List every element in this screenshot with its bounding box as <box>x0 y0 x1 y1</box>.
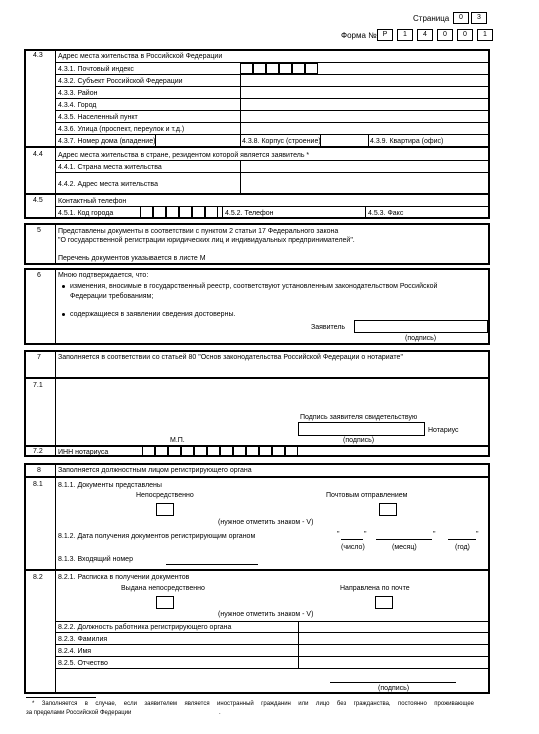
receipt-label: 8.2.1. Расписка в получении документов <box>58 574 190 581</box>
receipt-date-label: 8.1.2. Дата получения документов регистрирующим органом <box>58 533 256 540</box>
street-label: 4.3.6. Улица (проспект, переулок и т.д.) <box>58 126 185 133</box>
region-label: 4.3.2. Субъект Российской Федерации <box>58 78 183 85</box>
applicant-signature-field[interactable] <box>354 320 488 333</box>
officer-position-label: 8.2.2. Должность работника регистрирующего органа <box>58 624 232 631</box>
sent-checkbox[interactable] <box>375 596 393 609</box>
page-digit: 3 <box>471 12 487 24</box>
year-caption: (год) <box>455 544 470 551</box>
officer-name-label: 8.2.4. Имя <box>58 648 92 655</box>
officer-name-field[interactable] <box>299 645 489 656</box>
postal-index-label: 4.3.1. Почтовый индекс <box>58 66 134 73</box>
officer-signature-field[interactable] <box>330 682 456 683</box>
section-number: 7.2 <box>33 448 43 455</box>
apartment-label: 4.3.9. Квартира (офис) <box>370 138 444 145</box>
page-label: Страница <box>413 14 450 23</box>
officer-surname-field[interactable] <box>299 633 489 644</box>
form-label: Форма № <box>341 31 377 40</box>
year-field[interactable] <box>448 539 476 540</box>
day-caption: (число) <box>341 544 365 551</box>
mark-hint: (нужное отметить знаком - V) <box>218 519 314 526</box>
notary-title: Заполняется в соответствии со статьей 80 "Основ законодательства Российской Федерации о нотариате" <box>58 354 403 361</box>
officer-position-field[interactable] <box>299 622 489 632</box>
region-field[interactable] <box>240 75 489 86</box>
month-caption: (месяц) <box>392 544 417 551</box>
house-field[interactable] <box>156 135 240 146</box>
confirmation-item-1-cont: Федерации требованиям; <box>70 293 154 300</box>
incoming-number-field[interactable] <box>166 564 258 565</box>
city-label: 4.3.4. Город <box>58 102 97 109</box>
foreign-address-field[interactable] <box>241 173 489 193</box>
officer-patronymic-label: 8.2.5. Отчество <box>58 660 108 667</box>
section-number: 7.1 <box>33 382 43 389</box>
documents-text-1: Представлены документы в соответствии с пунктом 2 статьи 17 Федерального закона <box>58 228 339 235</box>
form-digit: 1 <box>397 29 413 41</box>
address-rf-title: Адрес места жительства в Российской Федерации <box>58 53 223 60</box>
settlement-label: 4.3.5. Населенный пункт <box>58 114 138 121</box>
incoming-number-label: 8.1.3. Входящий номер <box>58 556 133 563</box>
quote-open: " <box>337 531 340 538</box>
form-digit: 0 <box>437 29 453 41</box>
footnote-line-2: за пределами Российской Федерации <box>26 710 132 716</box>
page-digit: 0 <box>453 12 469 24</box>
section-number: 8.2 <box>33 574 43 581</box>
mark-hint: (нужное отметить знаком - V) <box>218 611 314 618</box>
documents-text-2: "О государственной регистрации юридических лиц и индивидуальных предпринимателей". <box>58 237 355 244</box>
bullet-icon <box>62 313 65 316</box>
foreign-address-label: 4.4.2. Адрес места жительства <box>58 181 158 188</box>
district-label: 4.3.3. Район <box>58 90 98 97</box>
confirmation-item-1: изменения, вносимые в государственный реестр, соответствуют установленным законодательством Российской <box>70 283 438 290</box>
settlement-field[interactable] <box>240 111 489 122</box>
section-number: 4.5 <box>33 197 43 204</box>
witness-label: Подпись заявителя свидетельствую <box>300 414 418 421</box>
fax-label: 4.5.3. Факс <box>368 210 404 217</box>
confirmation-item-2: содержащиеся в заявлении сведения достоверны. <box>70 311 236 318</box>
signature-caption: (подпись) <box>405 335 437 342</box>
day-field[interactable] <box>341 539 363 540</box>
stamp-place-label: М.П. <box>170 437 185 444</box>
docs-submitted-label: 8.1.1. Документы представлены <box>58 482 162 489</box>
notary-inn-label: ИНН нотариуса <box>58 449 109 456</box>
section-number: 7 <box>37 354 41 361</box>
mail-label: Почтовым отправлением <box>326 492 408 499</box>
officer-surname-label: 8.2.3. Фамилия <box>58 636 108 643</box>
street-field[interactable] <box>240 123 489 134</box>
quote-close: " <box>364 531 367 538</box>
notary-block <box>24 350 490 457</box>
city-field[interactable] <box>240 99 489 110</box>
phone-label: 4.5.2. Телефон <box>225 210 274 217</box>
direct-checkbox[interactable] <box>156 503 174 516</box>
officer-patronymic-field[interactable] <box>299 657 489 668</box>
confirmation-intro: Мною подтверждается, что: <box>58 272 149 279</box>
mail-checkbox[interactable] <box>379 503 397 516</box>
form-digit: Р <box>377 29 393 41</box>
direct-label: Непосредственно <box>136 492 194 499</box>
section-number: 6 <box>37 272 41 279</box>
notary-label: Нотариус <box>428 427 459 434</box>
fax-field[interactable] <box>410 207 488 218</box>
country-field[interactable] <box>241 161 489 172</box>
house-label: 4.3.7. Номер дома (владение) <box>58 138 156 145</box>
section-number: 4.4 <box>33 151 43 158</box>
form-digit: 4 <box>417 29 433 41</box>
issued-label: Выдана непосредственно <box>121 585 205 592</box>
section-number: 8 <box>37 467 41 474</box>
signature-caption: (подпись) <box>343 437 375 444</box>
country-label: 4.4.1. Страна места жительства <box>58 164 162 171</box>
city-code-label: 4.5.1. Код города <box>58 210 114 217</box>
form-digit: 0 <box>457 29 473 41</box>
section-number: 5 <box>37 227 41 234</box>
notary-signature-field[interactable] <box>298 422 425 436</box>
district-field[interactable] <box>240 87 489 98</box>
building-label: 4.3.8. Корпус (строение) <box>242 138 321 145</box>
form-digit: 1 <box>477 29 493 41</box>
applicant-label: Заявитель <box>311 324 346 331</box>
section-number: 8.1 <box>33 481 43 488</box>
bullet-icon <box>62 285 65 288</box>
issued-checkbox[interactable] <box>156 596 174 609</box>
registrar-title: Заполняется должностным лицом регистрирующего органа <box>58 467 252 474</box>
footnote-line-1: * Заполняется в случае, если заявителем является иностранный гражданин или лицо без гражданства, постоянно проживающее <box>32 701 474 707</box>
contact-phone-title: Контактный телефон <box>58 198 127 205</box>
sent-label: Направлена по почте <box>340 585 410 592</box>
documents-list-note: Перечень документов указывается в листе М <box>58 255 206 262</box>
building-field[interactable] <box>321 135 367 146</box>
foreign-address-title: Адрес места жительства в стране, резидентом которой является заявитель * <box>58 152 310 159</box>
section-number: 4.3 <box>33 52 43 59</box>
signature-caption: (подпись) <box>378 685 410 692</box>
phone-field[interactable] <box>282 207 364 218</box>
month-field[interactable] <box>376 539 432 540</box>
